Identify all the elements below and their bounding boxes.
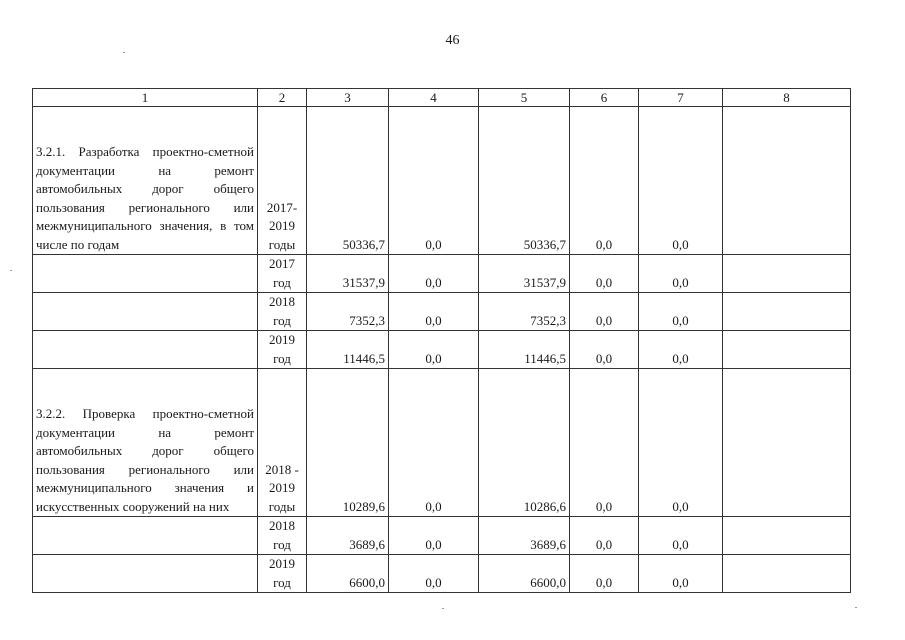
value-cell <box>723 255 851 293</box>
period-text: 2019 год <box>269 332 295 366</box>
value-cell: 3689,6 <box>307 517 389 555</box>
item-name-cell <box>33 293 258 331</box>
column-header: 1 <box>33 89 258 107</box>
period-cell <box>258 255 307 293</box>
period-text: 2018 год <box>269 294 295 328</box>
value-cell: 0,0 <box>570 107 639 255</box>
period-text: 2018 год <box>269 518 295 552</box>
value-cell: 0,0 <box>389 331 479 369</box>
value-cell: 0,0 <box>639 555 723 593</box>
value-cell: 6600,0 <box>479 555 570 593</box>
value-cell: 10286,6 <box>479 369 570 517</box>
value-cell: 0,0 <box>570 369 639 517</box>
value-cell: 11446,5 <box>307 331 389 369</box>
value-cell: 11446,5 <box>479 331 570 369</box>
period-text: 2018 - 2019 годы <box>265 461 299 514</box>
value-cell: 10289,6 <box>307 369 389 517</box>
value-cell: 0,0 <box>570 555 639 593</box>
value-cell: 0,0 <box>639 293 723 331</box>
value-cell <box>723 331 851 369</box>
item-name-cell <box>33 517 258 555</box>
page-number: 46 <box>445 33 460 48</box>
period-text: 2019 год <box>269 556 295 590</box>
value-cell: 7352,3 <box>307 293 389 331</box>
value-cell: 0,0 <box>389 369 479 517</box>
column-header: 4 <box>389 89 479 107</box>
value-cell <box>723 107 851 255</box>
table-row <box>33 255 851 293</box>
table-row <box>33 517 851 555</box>
value-cell <box>723 369 851 517</box>
table-row <box>33 293 851 331</box>
scan-speck <box>123 52 125 53</box>
value-cell: 50336,7 <box>307 107 389 255</box>
value-cell <box>723 293 851 331</box>
scan-speck <box>10 270 12 271</box>
value-cell: 0,0 <box>389 293 479 331</box>
period-cell <box>258 331 307 369</box>
value-cell: 0,0 <box>639 369 723 517</box>
table-row <box>33 331 851 369</box>
value-cell: 0,0 <box>570 255 639 293</box>
value-cell <box>723 555 851 593</box>
column-header: 2 <box>258 89 307 107</box>
column-header: 8 <box>723 89 851 107</box>
value-cell: 0,0 <box>570 293 639 331</box>
item-name-cell <box>33 255 258 293</box>
item-name-cell: 3.2.2. Проверка проектно-сметной документации на ремонт автомобильных дорог общего пользования регионального или межмуниципального значения и искусственных сооружений на них <box>33 369 258 517</box>
value-cell: 50336,7 <box>479 107 570 255</box>
value-cell: 3689,6 <box>479 517 570 555</box>
value-cell: 0,0 <box>639 331 723 369</box>
period-cell <box>258 293 307 331</box>
item-name-cell <box>33 331 258 369</box>
value-cell: 7352,3 <box>479 293 570 331</box>
value-cell: 0,0 <box>389 517 479 555</box>
table-row <box>33 107 851 255</box>
item-name-cell: 3.2.1. Разработка проектно-сметной документации на ремонт автомобильных дорог общего пользования регионального или межмуниципального значения, в том числе по годам <box>33 107 258 255</box>
column-header: 5 <box>479 89 570 107</box>
value-cell: 0,0 <box>389 255 479 293</box>
value-cell: 0,0 <box>389 555 479 593</box>
period-cell <box>258 555 307 593</box>
value-cell: 0,0 <box>570 517 639 555</box>
value-cell: 6600,0 <box>307 555 389 593</box>
table-row <box>33 369 851 517</box>
value-cell: 0,0 <box>570 331 639 369</box>
value-cell: 0,0 <box>639 255 723 293</box>
value-cell: 0,0 <box>639 107 723 255</box>
value-cell: 0,0 <box>639 517 723 555</box>
period-cell <box>258 369 307 517</box>
scan-speck <box>855 607 857 608</box>
table-row <box>33 555 851 593</box>
value-cell: 0,0 <box>389 107 479 255</box>
period-cell <box>258 107 307 255</box>
period-text: 2017- 2019 годы <box>266 199 298 252</box>
value-cell: 31537,9 <box>479 255 570 293</box>
period-cell <box>258 517 307 555</box>
item-name-cell <box>33 555 258 593</box>
column-header: 7 <box>639 89 723 107</box>
value-cell: 31537,9 <box>307 255 389 293</box>
value-cell <box>723 517 851 555</box>
budget-table <box>32 88 851 593</box>
column-header: 6 <box>570 89 639 107</box>
scan-speck <box>442 608 444 609</box>
period-text: 2017 год <box>269 256 295 290</box>
column-number-row <box>33 89 851 107</box>
column-header: 3 <box>307 89 389 107</box>
